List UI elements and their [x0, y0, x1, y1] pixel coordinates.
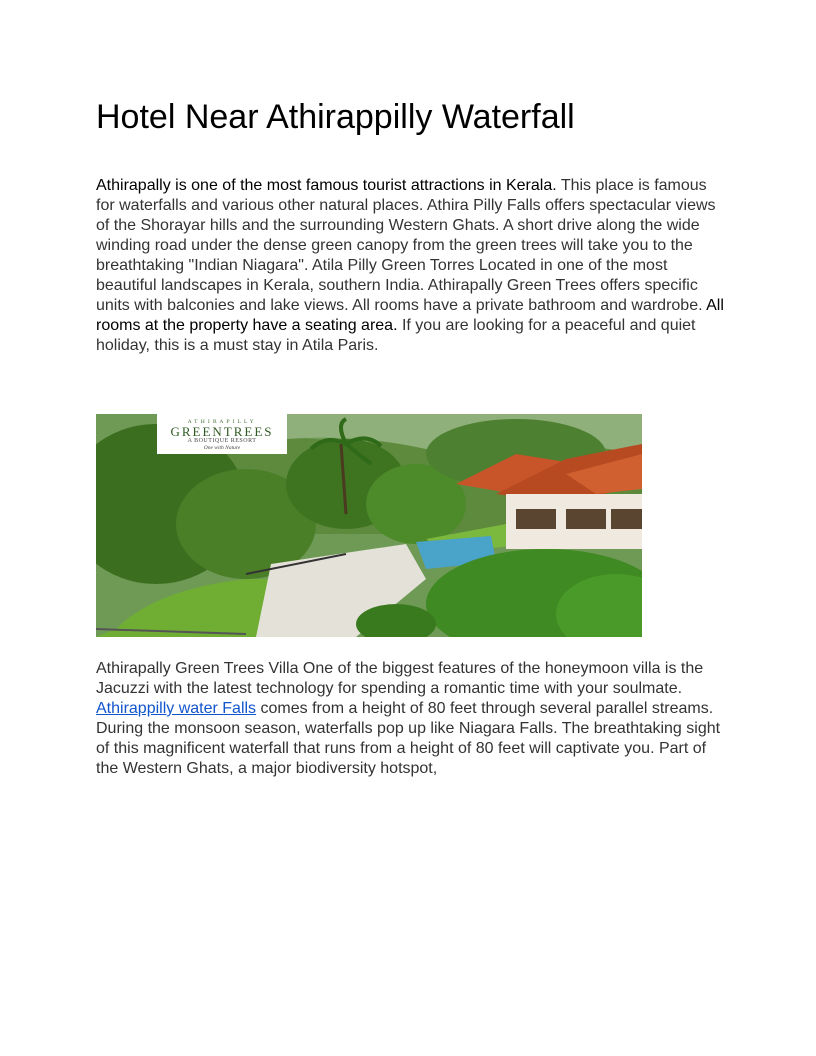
resort-logo — [157, 414, 287, 454]
intro-sentence-4: If you are looking for a peaceful and quiet holiday, this is a must stay in Atila Paris. — [96, 317, 696, 354]
villa-text-after-link: comes from a height of 80 feet through several parallel streams. During the monsoon season, waterfalls pop up like Niagara Falls. The breathtaking sight of this magnificent waterfall that runs from a height of 80 feet will captivate you. Part of the Western Ghats, a major biodiversity hotspot, — [96, 700, 721, 777]
intro-sentence-2: This place is famous for waterfalls and various other natural places. Athira Pilly Falls offers spectacular views of the Shorayar hills and the surrounding Western Ghats. A short drive along the wide winding road under the dense green canopy from the green trees will take you to the breathtaking "Indian Niagara". Atila Pilly Green Torres Located in one of the most beautiful landscapes in Kerala, southern India. Athirapally Green Trees offers specific units with balconies and lake views. All rooms have a private bathroom and wardrobe. — [96, 177, 716, 314]
villa-paragraph — [96, 659, 726, 779]
logo-subtitle: A BOUTIQUE RESORT — [187, 438, 257, 444]
logo-main-text: GREENTREES — [170, 424, 274, 439]
page-title: Hotel Near Athirappilly Waterfall — [96, 98, 575, 136]
resort-photo — [96, 414, 642, 637]
logo-tagline: One with Nature — [203, 445, 241, 451]
intro-paragraph — [96, 176, 726, 356]
villa-text-before-link: Athirapally Green Trees Villa One of the biggest features of the honeymoon villa is the Jacuzzi with the latest technology for spending a romantic time with your soulmate. — [96, 660, 704, 697]
waterfalls-link[interactable]: Athirappilly water Falls — [96, 700, 257, 717]
logo-top-text: ATHIRAPILLY — [187, 419, 257, 425]
intro-sentence-1: Athirapally is one of the most famous tourist attractions in Kerala. — [96, 177, 557, 194]
intro-sentence-3: All rooms at the property have a seating area. — [96, 297, 724, 334]
